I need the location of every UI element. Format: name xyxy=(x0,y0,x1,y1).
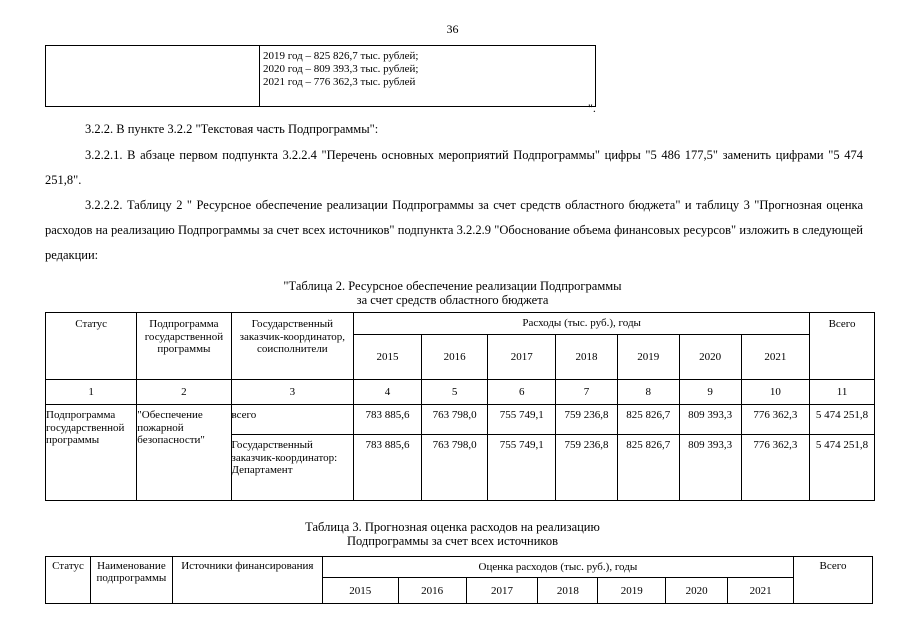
header-customer: Государственный заказчик-координатор, соисполнители xyxy=(231,313,354,380)
empty-cell xyxy=(46,46,260,107)
header-funding-sources: Источники финансирования xyxy=(172,557,322,604)
year-header: 2018 xyxy=(556,335,618,380)
table2-caption-line1: "Таблица 2. Ресурсное обеспечение реализации Подпрограммы xyxy=(283,279,622,293)
column-number: 10 xyxy=(741,380,810,405)
year-header: 2020 xyxy=(679,335,741,380)
paragraph-3-2-2-1: 3.2.2.1. В абзаце первом подпункта 3.2.2.4 "Перечень основных мероприятий Подпрограммы" цифры "5 486 177,5" заменить цифрами "5 474 251,8". xyxy=(45,148,863,187)
header-subprogram-name: Наименование подпрограммы xyxy=(90,557,172,604)
table3-caption-line1: Таблица 3. Прогнозная оценка расходов на реализацию xyxy=(305,520,600,534)
year-header: 2018 xyxy=(538,578,598,604)
column-number: 5 xyxy=(421,380,488,405)
continuation-table xyxy=(45,45,596,107)
value-cell: 809 393,3 xyxy=(679,405,741,435)
value-cell: 755 749,1 xyxy=(488,435,556,501)
value-cell: 825 826,7 xyxy=(617,435,679,501)
year-header: 2019 xyxy=(598,578,666,604)
header-expenses: Расходы (тыс. руб.), годы xyxy=(354,313,810,335)
year-header: 2016 xyxy=(398,578,466,604)
value-cell: 809 393,3 xyxy=(679,435,741,501)
year-header: 2015 xyxy=(354,335,422,380)
year-header: 2021 xyxy=(741,335,810,380)
header-status: Статус xyxy=(46,313,137,380)
year-header: 2017 xyxy=(466,578,538,604)
amount-2020-line: 2020 год – 809 393,3 тыс. рублей; xyxy=(263,63,419,75)
table-3 xyxy=(45,556,873,604)
table-row xyxy=(46,405,875,435)
status-cell: Подпрограмма государственной программы xyxy=(46,405,137,501)
header-total: Всего xyxy=(794,557,873,604)
header-total: Всего xyxy=(810,313,875,380)
column-number: 1 xyxy=(46,380,137,405)
column-number: 8 xyxy=(617,380,679,405)
paragraph-3-2-2: 3.2.2. В пункте 3.2.2 "Текстовая часть Подпрограммы": xyxy=(85,122,379,136)
customer-cell: всего xyxy=(231,405,354,435)
column-number: 3 xyxy=(231,380,354,405)
year-header: 2017 xyxy=(488,335,556,380)
year-header: 2019 xyxy=(617,335,679,380)
table3-caption-line2: Подпрограммы за счет всех источников xyxy=(346,534,559,548)
value-cell: 755 749,1 xyxy=(488,405,556,435)
value-cell: 763 798,0 xyxy=(421,435,488,501)
year-header: 2020 xyxy=(666,578,728,604)
total-cell: 5 474 251,8 xyxy=(810,405,875,435)
value-cell: 763 798,0 xyxy=(421,405,488,435)
column-number: 4 xyxy=(354,380,422,405)
value-cell: 759 236,8 xyxy=(556,405,618,435)
amount-2021-line: 2021 год – 776 362,3 тыс. рублей xyxy=(263,76,416,88)
column-number: 7 xyxy=(556,380,618,405)
header-estimate: Оценка расходов (тыс. руб.), годы xyxy=(322,557,793,578)
value-cell: 776 362,3 xyxy=(741,405,810,435)
column-number: 9 xyxy=(679,380,741,405)
table-2 xyxy=(45,312,875,501)
year-header: 2015 xyxy=(322,578,398,604)
year-amounts-cell xyxy=(260,46,596,107)
page-number: 36 xyxy=(446,22,459,36)
subprogram-cell: "Обеспечение пожарной безопасности" xyxy=(137,405,231,501)
total-cell: 5 474 251,8 xyxy=(810,435,875,501)
closing-quote: ". xyxy=(588,101,596,115)
value-cell: 776 362,3 xyxy=(741,435,810,501)
year-header: 2021 xyxy=(728,578,794,604)
value-cell: 759 236,8 xyxy=(556,435,618,501)
value-cell: 825 826,7 xyxy=(617,405,679,435)
header-status: Статус xyxy=(46,557,91,604)
amount-2019-line: 2019 год – 825 826,7 тыс. рублей; xyxy=(263,50,419,62)
year-header: 2016 xyxy=(421,335,488,380)
value-cell: 783 885,6 xyxy=(354,435,422,501)
column-number: 11 xyxy=(810,380,875,405)
table2-caption-line2: за счет средств областного бюджета xyxy=(356,293,549,307)
customer-cell: Государственный заказчик-координатор: Департамент xyxy=(231,435,354,501)
header-subprogram: Подпрограмма государственной программы xyxy=(137,313,231,380)
value-cell: 783 885,6 xyxy=(354,405,422,435)
column-number: 2 xyxy=(137,380,231,405)
column-number: 6 xyxy=(488,380,556,405)
paragraph-3-2-2-2: 3.2.2.2. Таблицу 2 " Ресурсное обеспечение реализации Подпрограммы за счет средств областного бюджета" и таблицу 3 "Прогнозная оценка расходов на реализацию Подпрограммы за счет всех источников" подпункта 3.2.2.9 "Обоснование объема финансовых ресурсов" изложить в следующей редакции: xyxy=(45,198,863,262)
